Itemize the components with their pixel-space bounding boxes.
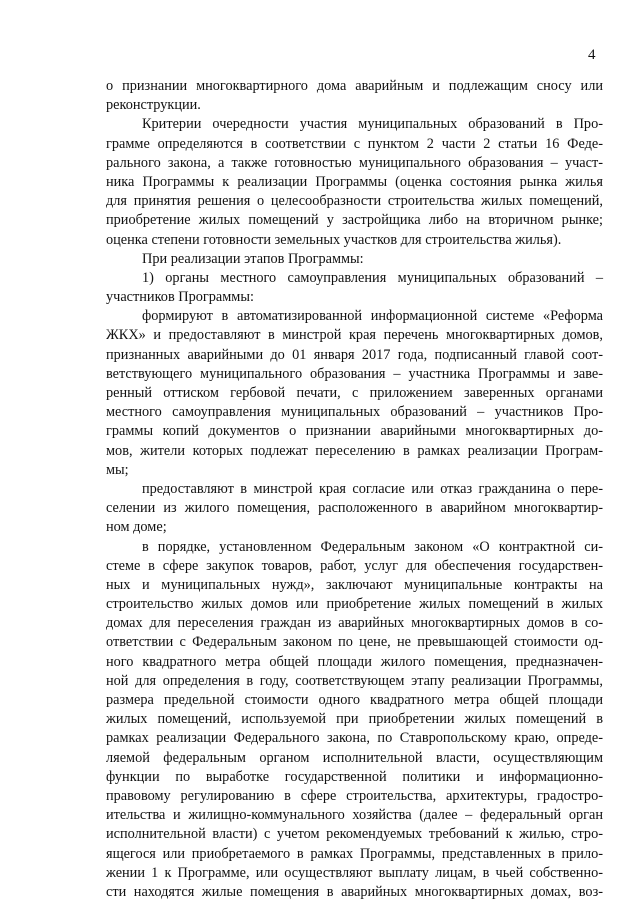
text-line: размера предельной стоимости одного квадратного метра общей площади — [106, 692, 603, 708]
text-line: участников Программы: — [106, 289, 254, 306]
text-line: мы; — [106, 461, 129, 478]
text-line: рального закона, а также готовностью муниципального образования – участ- — [106, 154, 603, 171]
text-line: ветствующего муниципального образования – участника Программы и заве- — [106, 365, 603, 382]
text-line: ном доме; — [106, 519, 167, 536]
text-line: стеме в сфере закупок товаров, работ, услуг для обеспечения государствен- — [106, 557, 603, 574]
text-line: исполнительной власти) с учетом рекомендуемых требований к жилью, стро- — [106, 826, 603, 843]
text-line: сти находятся жилые помещения в аварийных многоквартирных домах, воз- — [106, 883, 603, 900]
text-line: приобретение жилых помещений у застройщика либо на вторичном рынке; — [106, 212, 603, 229]
text-line: жении 1 к Программе, или осуществляют выплату лицам, в чьей собственно- — [106, 864, 603, 881]
text-line: грамме определяются в соответствии с пунктом 2 части 2 статьи 16 Феде- — [106, 135, 603, 152]
text-line: ных и муниципальных нужд», заключают муниципальные контракты на — [106, 576, 603, 593]
text-line: При реализации этапов Программы: — [142, 250, 364, 267]
text-line: правовому регулированию в сфере строительства, архитектуры, градостро- — [106, 787, 603, 804]
text-line: оценка степени готовности земельных участков для строительства жилья). — [106, 231, 562, 248]
text-line: ительства и жилищно-коммунального хозяйства (далее – федеральный орган — [106, 807, 603, 824]
text-line: ника Программы к реализации Программы (оценка состояния рынка жилья — [106, 173, 603, 190]
text-line: для принятия решения о целесообразности строительства жилых помещений, — [106, 193, 603, 210]
text-line: жилых помещений, используемой при приобретении жилых помещений в — [106, 711, 603, 728]
text-line: мов, жители которых подлежат переселению в рамках реализации Програм- — [106, 442, 603, 459]
page-number: 4 — [588, 47, 596, 63]
text-line: граммы копий документов о признании аварийными многоквартирных до- — [106, 423, 603, 440]
text-line: функции по выработке государственной политики и информационно- — [106, 768, 603, 785]
text-line: ответствии с Федеральным законом по цене, не превышающей стоимости од- — [106, 634, 603, 651]
text-line: строительство жилых домов или приобретение жилых помещений в жилых — [106, 596, 603, 613]
text-line: формируют в автоматизированной информационной системе «Реформа — [142, 308, 603, 325]
text-line: ной для определения в году, соответствующем этапу реализации Программы, — [106, 672, 603, 689]
text-line: местного самоуправления муниципальных образований – участников Про- — [106, 404, 603, 421]
text-line: Критерии очередности участия муниципальных образований в Про- — [142, 116, 603, 133]
text-line: признанных аварийными до 01 января 2017 года, подписанный главой соот- — [106, 346, 603, 363]
text-line: рамках реализации Федерального закона, по Ставропольскому краю, опреде- — [106, 730, 603, 747]
text-line: ренный оттиском гербовой печати, с приложением заверенных органами — [106, 385, 603, 401]
text-line: предоставляют в минстрой края согласие или отказ гражданина о пере- — [142, 480, 603, 497]
text-line: о признании многоквартирного дома аварийным и подлежащим сносу или — [106, 78, 603, 94]
text-line: реконструкции. — [106, 97, 201, 114]
text-line: домах для переселения граждан из аварийных многоквартирных домов в со- — [106, 615, 603, 632]
text-line: ного квадратного метра общей площади жилого помещения, предназначен- — [106, 653, 603, 670]
body-text — [106, 77, 603, 902]
text-line: ляемой федеральным органом исполнительной власти, осуществляющим — [106, 749, 603, 766]
text-line: ящегося или приобретаемого в рамках Программы, представленных в прило- — [106, 845, 603, 862]
text-line: селении из жилого помещения, расположенного в аварийном многоквартир- — [106, 500, 603, 517]
text-line: в порядке, установленном Федеральным законом «О контрактной си- — [142, 538, 603, 555]
text-line: 1) органы местного самоуправления муниципальных образований – — [142, 269, 603, 286]
text-line: ЖКХ» и предоставляют в минстрой края перечень многоквартирных домов, — [106, 327, 603, 344]
